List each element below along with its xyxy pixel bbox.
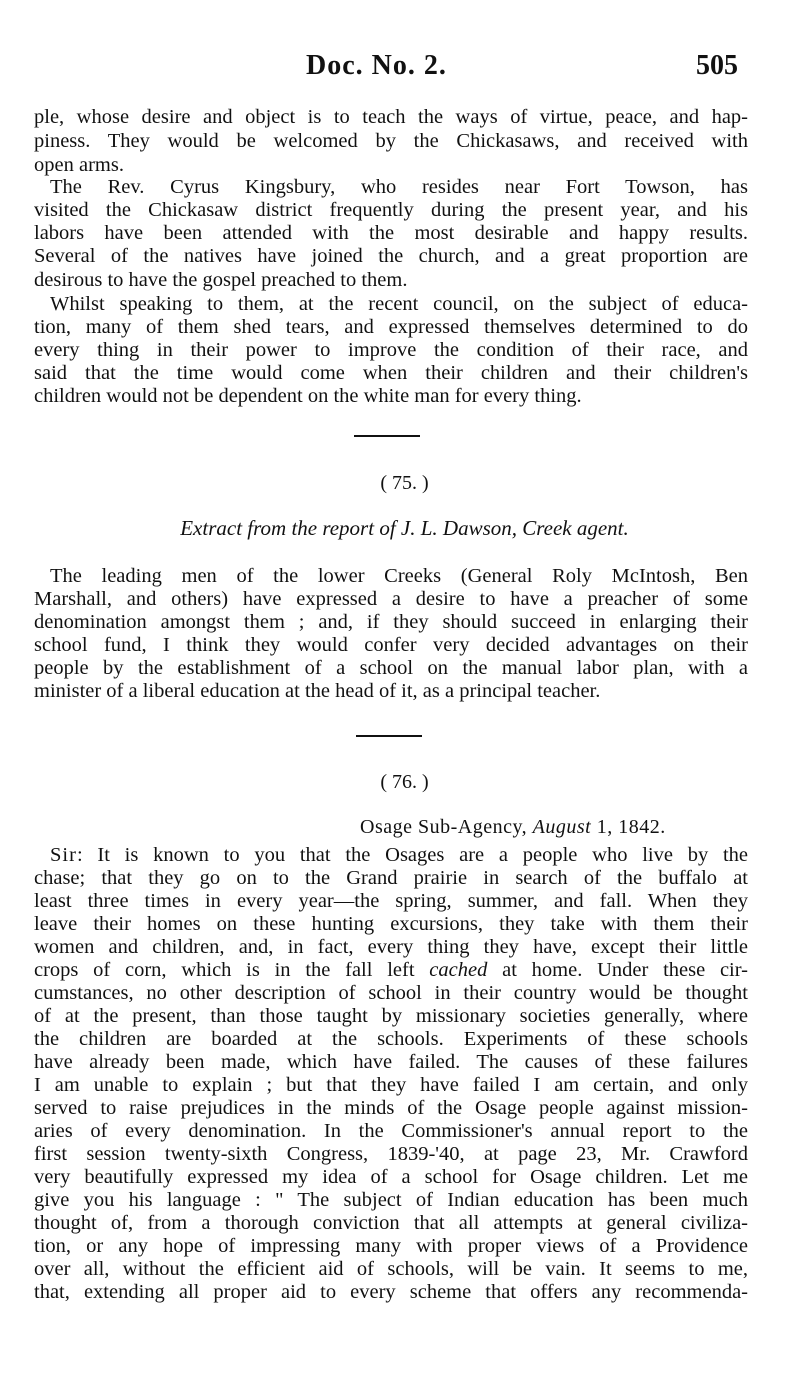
text-line: of at the present, than those taught by missionary societies generally, where bbox=[34, 1005, 748, 1027]
emphasized-word: cached bbox=[429, 959, 488, 981]
text-line: tion, many of them shed tears, and expressed themselves determined to do bbox=[34, 316, 748, 338]
text-line: minister of a liberal education at the head of it, as a principal teacher. bbox=[34, 680, 601, 702]
text-line: piness. They would be welcomed by the Chickasaws, and received with bbox=[34, 130, 748, 152]
section-number: ( 76. ) bbox=[380, 771, 429, 793]
text-line: tion, or any hope of impressing many with proper views of a Providence bbox=[34, 1235, 748, 1257]
text-line: that, extending all proper aid to every scheme that offers any recommenda- bbox=[34, 1281, 748, 1303]
text-line-rest: : It is known to you that the Osages are a people who live by the bbox=[76, 844, 748, 866]
dateline-date: 1, 1842. bbox=[596, 816, 666, 838]
section-divider bbox=[354, 435, 420, 437]
section-title: Extract from the report of J. L. Dawson, Creek agent. bbox=[180, 516, 629, 540]
text-line: aries of every denomination. In the Commissioner's annual report to the bbox=[34, 1120, 748, 1142]
text-line: cumstances, no other description of school in their country would be thought bbox=[34, 982, 748, 1004]
text-line: The leading men of the lower Creeks (General Roly McIntosh, Ben bbox=[50, 565, 748, 587]
text-line: least three times in every year—the spring, summer, and fall. When they bbox=[34, 890, 748, 912]
text-line: I am unable to explain ; but that they have failed I am certain, and only bbox=[34, 1074, 748, 1096]
text-line: women and children, and, in fact, every thing they have, except their little bbox=[34, 936, 748, 958]
text-line: labors have been attended with the most desirable and happy results. bbox=[34, 222, 748, 244]
dateline bbox=[360, 816, 666, 839]
text-line: Marshall, and others) have expressed a desire to have a preacher of some bbox=[34, 588, 748, 610]
section-number: ( 75. ) bbox=[380, 472, 429, 494]
page-number: 505 bbox=[696, 50, 738, 81]
text-line: thought of, from a thorough conviction that all attempts at general civiliza- bbox=[34, 1212, 748, 1234]
text-line: Whilst speaking to them, at the recent council, on the subject of educa- bbox=[50, 293, 748, 315]
text-line: chase; that they go on to the Grand prairie in search of the buffalo at bbox=[34, 867, 748, 889]
text-line: give you his language : " The subject of Indian education has been much bbox=[34, 1189, 748, 1211]
text-line: denomination amongst them ; and, if they should succeed in enlarging their bbox=[34, 611, 748, 633]
salutation: Sir bbox=[50, 844, 77, 866]
text-line: visited the Chickasaw district frequently during the present year, and his bbox=[34, 199, 748, 221]
running-header-doc: Doc. No. 2. bbox=[306, 50, 447, 81]
text-line: open arms. bbox=[34, 154, 124, 176]
text-line: The Rev. Cyrus Kingsbury, who resides near Fort Towson, has bbox=[50, 176, 748, 198]
text-line: said that the time would come when their children and their children's bbox=[34, 362, 748, 384]
text-line: children would not be dependent on the white man for every thing. bbox=[34, 385, 582, 407]
text-line: desirous to have the gospel preached to them. bbox=[34, 269, 408, 291]
text-line: very beautifully expressed my idea of a school for Osage children. Let me bbox=[34, 1166, 748, 1188]
text-line bbox=[34, 958, 748, 982]
dateline-place: Osage Sub-Agency, bbox=[360, 816, 528, 838]
text-line: every thing in their power to improve the condition of their race, and bbox=[34, 339, 748, 361]
text-line: have already been made, which have failed. The causes of these failures bbox=[34, 1051, 748, 1073]
text-line-part: crops of corn, which is in the fall left bbox=[34, 959, 415, 981]
text-line: first session twenty-sixth Congress, 1839-'40, at page 23, Mr. Crawford bbox=[34, 1143, 748, 1165]
text-line-part: at home. Under these cir- bbox=[502, 959, 748, 981]
dateline-month: August bbox=[532, 816, 592, 838]
text-line: the children are boarded at the schools. Experiments of these schools bbox=[34, 1028, 748, 1050]
text-line bbox=[50, 843, 748, 867]
text-line: ple, whose desire and object is to teach the ways of virtue, peace, and hap- bbox=[34, 106, 748, 128]
text-line: school fund, I think they would confer very decided advantages on their bbox=[34, 634, 748, 656]
text-line: people by the establishment of a school on the manual labor plan, with a bbox=[34, 657, 748, 679]
text-line: over all, without the efficient aid of schools, will be vain. It seems to me, bbox=[34, 1258, 748, 1280]
text-line: leave their homes on these hunting excursions, they take with them their bbox=[34, 913, 748, 935]
text-line: served to raise prejudices in the minds of the Osage people against mission- bbox=[34, 1097, 748, 1119]
text-line: Several of the natives have joined the church, and a great proportion are bbox=[34, 245, 748, 267]
section-divider bbox=[356, 735, 422, 737]
